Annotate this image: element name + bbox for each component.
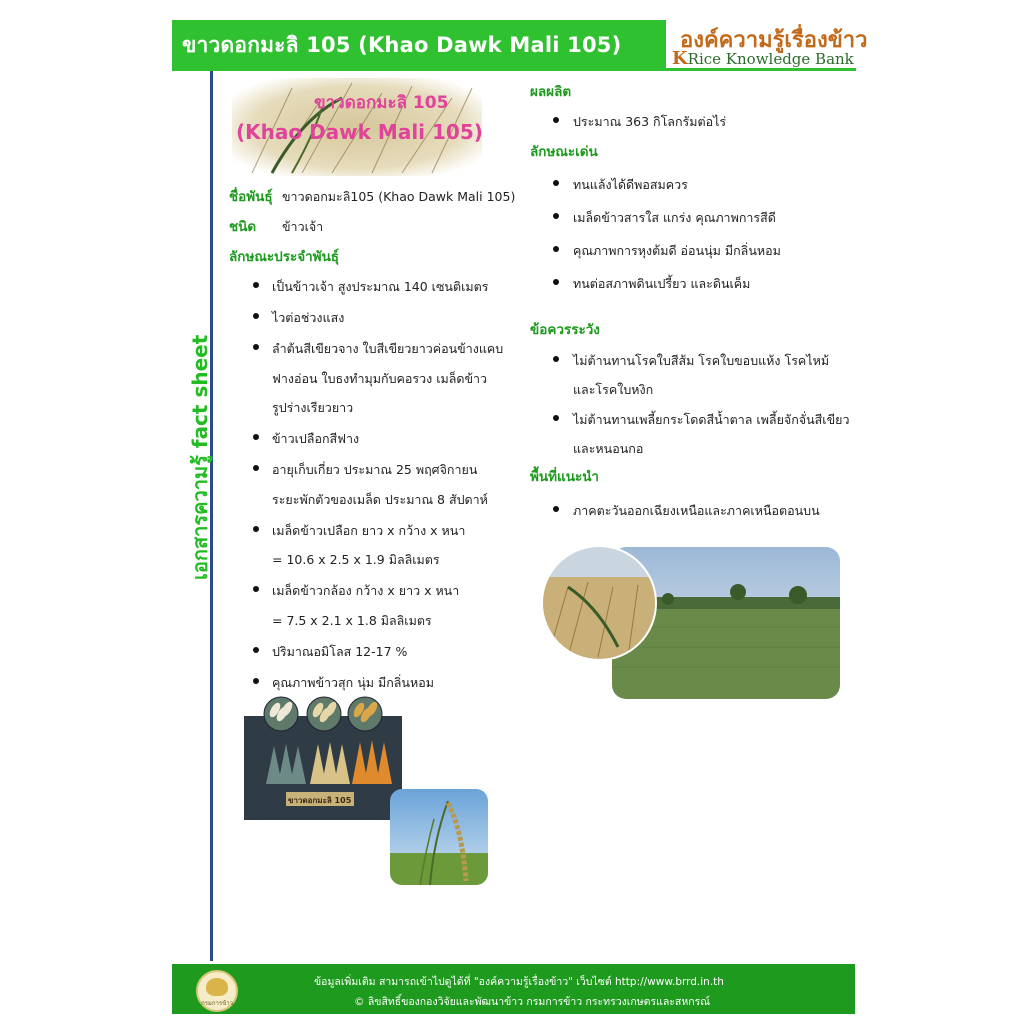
variety-type-value: ข้าวเจ้า [282, 219, 324, 234]
page-title: ขาวดอกมะลิ 105 (Khao Dawk Mali 105) [182, 33, 622, 57]
logo-thai-text: องค์ความรู้เรื่องข้าว [680, 28, 868, 53]
banner-title-line2: (Khao Dawk Mali 105) [236, 120, 483, 144]
bullet-icon [253, 678, 259, 684]
areas-heading: พื้นที่แนะนำ [530, 469, 600, 485]
list-item-text: = 7.5 x 2.1 x 1.8 มิลลิเมตร [272, 612, 432, 628]
list-item-text: เมล็ดข้าวสารใส แกร่ง คุณภาพการสีดี [573, 210, 776, 225]
list-item-text: ไวต่อช่วงแสง [272, 310, 345, 325]
list-item-text: = 10.6 x 2.5 x 1.9 มิลลิเมตร [272, 552, 440, 567]
bullet-icon [253, 344, 259, 350]
seal-emblem-icon [206, 978, 228, 996]
variety-type-label: ชนิด [229, 219, 257, 235]
bullet-icon [553, 246, 559, 252]
list-item-text: ฟางอ่อน ใบธงทำมุมกับคอรวง เมล็ดข้าว [272, 370, 488, 386]
list-item-text: และโรคใบหงิก [573, 382, 654, 397]
list-item-text: และหนอนกอ [573, 441, 644, 456]
list-item-text: ลำต้นสีเขียวจาง ใบสีเขียวยาวค่อนข้างแคบ [272, 341, 504, 356]
list-item-text: ทนต่อสภาพดินเปรี้ยว และดินเค็ม [573, 276, 751, 291]
bullet-icon [553, 180, 559, 186]
seal-text: กรมการข้าว [201, 1000, 233, 1007]
features-heading: ลักษณะเด่น [530, 144, 598, 160]
bullet-icon [253, 465, 259, 471]
variety-name-value: ขาวดอกมะลิ105 (Khao Dawk Mali 105) [282, 189, 516, 204]
logo-k-mark: K [672, 48, 688, 69]
bullet-icon [253, 282, 259, 288]
sidebar-fact-sheet-label: เอกสารความรู้ fact sheet [188, 334, 212, 580]
rice-department-seal [196, 970, 238, 1012]
bullet-icon [553, 415, 559, 421]
bullet-icon [253, 313, 259, 319]
bullet-icon [253, 526, 259, 532]
list-item-text: ประมาณ 363 กิโลกรัมต่อไร่ [573, 114, 727, 129]
footer-more-info: ข้อมูลเพิ่มเติม สามารถเข้าไปดูได้ที่ "องค์ความรู้เรื่องข้าว" เว็บไซต์ http://www.brrd.in.th [314, 976, 724, 988]
bullet-icon [553, 506, 559, 512]
bullet-icon [253, 434, 259, 440]
list-item-text: คุณภาพการหุงต้มดี อ่อนนุ่ม มีกลิ่นหอม [573, 243, 781, 258]
list-item-text: ไม่ต้านทานเพลี้ยกระโดดสีน้ำตาล เพลี้ยจักจั่นสีเขียว [573, 412, 850, 427]
bullet-icon [553, 117, 559, 123]
list-item-text: อายุเก็บเกี่ยว ประมาณ 25 พฤศจิกายน [272, 462, 478, 477]
variety-name-label: ชื่อพันธุ์ [229, 189, 273, 205]
bullet-icon [253, 647, 259, 653]
footer-copyright: © ลิขสิทธิ์ของกองวิจัยและพัฒนาข้าว กรมการข้าว กระทรวงเกษตรและสหกรณ์ [354, 996, 710, 1008]
seed-board-label: ขาวดอกมะลิ 105 [288, 796, 352, 805]
bullet-icon [253, 586, 259, 592]
list-item-text: เมล็ดข้าวกล้อง กว้าง x ยาว x หนา [272, 583, 460, 598]
bullet-icon [553, 213, 559, 219]
bullet-icon [553, 279, 559, 285]
list-item-text: คุณภาพข้าวสุก นุ่ม มีกลิ่นหอม [272, 674, 434, 690]
characteristics-heading: ลักษณะประจำพันธุ์ [229, 249, 340, 265]
list-item-text: รูปร่างเรียวยาว [272, 400, 354, 415]
banner-title-line1: ขาวดอกมะลิ 105 [314, 93, 449, 113]
list-item-text: ระยะพักตัวของเมล็ด ประมาณ 8 สัปดาห์ [272, 491, 488, 507]
list-item-text: ทนแล้งได้ดีพอสมควร [573, 177, 688, 192]
bullet-icon [553, 356, 559, 362]
list-item-text: ไม่ต้านทานโรคใบสีส้ม โรคใบขอบแห้ง โรคไหม้ [573, 353, 830, 368]
cautions-heading: ข้อควรระวัง [530, 322, 600, 338]
list-item-text: เมล็ดข้าวเปลือก ยาว x กว้าง x หนา [272, 522, 466, 538]
logo-english-text [672, 48, 854, 69]
list-item-text: ภาคตะวันออกเฉียงเหนือและภาคเหนือตอนบน [573, 503, 820, 518]
rice-plant-photo [390, 789, 488, 885]
list-item-text: เป็นข้าวเจ้า สูงประมาณ 140 เซนติเมตร [272, 279, 489, 294]
list-item-text: ปริมาณอมิโลส 12-17 % [272, 643, 408, 659]
rice-field-photos [538, 547, 842, 701]
list-item-text: ข้าวเปลือกสีฟาง [272, 431, 360, 446]
logo-english-label: Rice Knowledge Bank [687, 50, 854, 68]
yield-heading: ผลผลิต [530, 84, 572, 100]
